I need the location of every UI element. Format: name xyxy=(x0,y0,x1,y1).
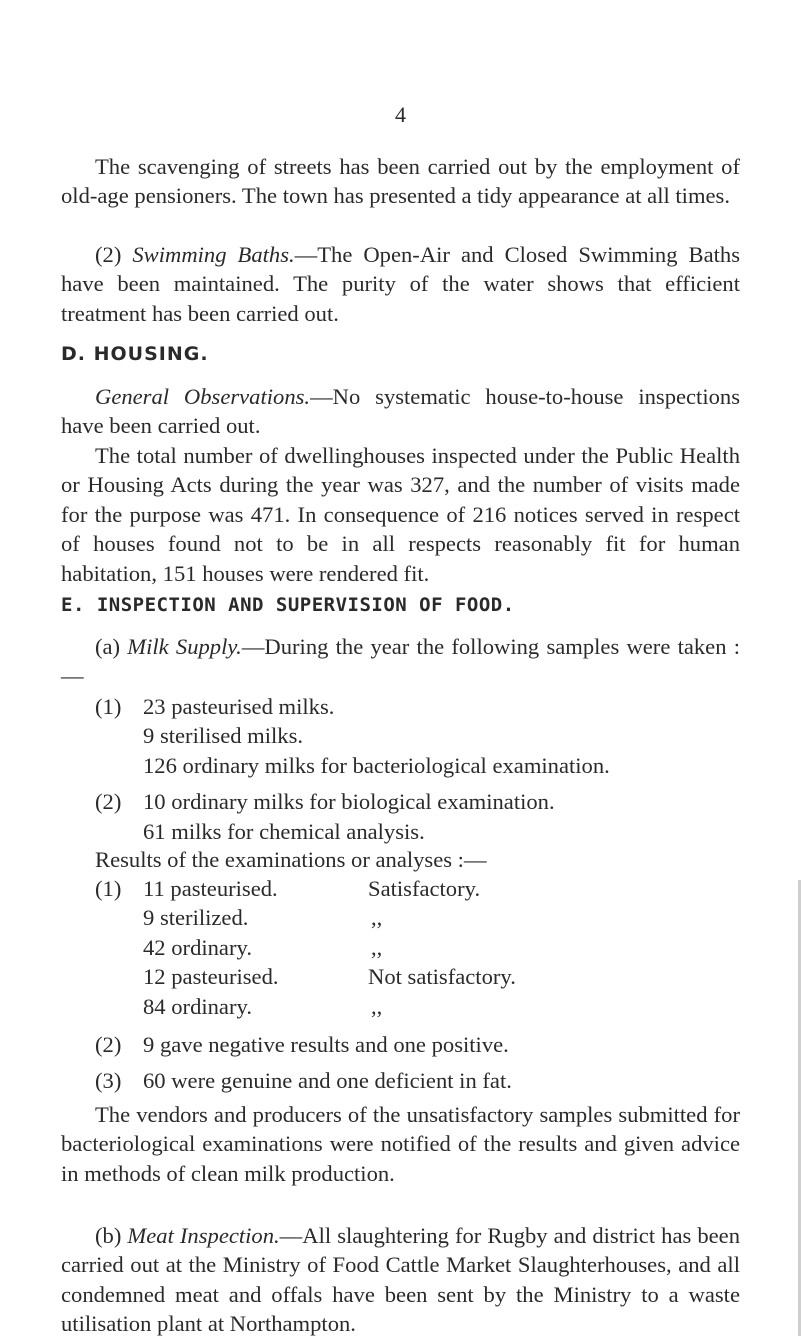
general-observations-text: —No systematic house-to-house inspections have been carried out. xyxy=(61,384,740,439)
scavenging-paragraph xyxy=(61,152,740,211)
list-item xyxy=(61,751,740,780)
result-3 xyxy=(61,1066,740,1095)
result-item: 9 sterilized. xyxy=(143,905,249,931)
paragraph-text: The total number of dwellinghouses inspected under the Public Health or Housing Acts during the year was 327, and the number of visits made for the purpose was 471. In consequence of 216 notices served in respect of houses found not to be in all respects reasonably fit for human habitation, 151 houses were rendered fit. xyxy=(61,443,740,586)
result-row xyxy=(61,933,740,962)
result-status: ,, xyxy=(371,934,383,960)
result-item: 84 ordinary. xyxy=(143,993,252,1019)
paragraph-text: The vendors and producers of the unsatisfactory samples submitted for bacteriological examinations were notified of the results and given advice in methods of clean milk production. xyxy=(61,1102,740,1186)
result-status: Not satisfactory. xyxy=(368,964,516,990)
item-label: (b) xyxy=(95,1223,122,1248)
milk-supply-paragraph xyxy=(61,632,740,691)
milk-supply-title: Milk Supply. xyxy=(127,634,242,659)
item-number: (2) xyxy=(95,1032,122,1057)
meat-inspection-paragraph xyxy=(61,1221,740,1339)
item-text: 9 sterilised milks. xyxy=(143,723,304,749)
item-number: (1) xyxy=(95,694,122,719)
dwellinghouses-paragraph xyxy=(61,441,740,588)
item-text: 61 milks for chemical analysis. xyxy=(143,818,425,844)
list-item xyxy=(61,692,740,721)
result-row xyxy=(61,962,740,991)
result-row xyxy=(61,992,740,1021)
meat-inspection-title: Meat Inspection. xyxy=(127,1223,280,1248)
result-2 xyxy=(61,1030,740,1059)
housing-heading: D. HOUSING. xyxy=(61,343,209,365)
item-text: 10 ordinary milks for biological examination. xyxy=(143,789,555,815)
item-number: (2) xyxy=(95,242,122,267)
item-text: 126 ordinary milks for bacteriological examination. xyxy=(143,752,610,778)
general-observations-paragraph xyxy=(61,382,740,441)
paragraph-text: The scavenging of streets has been carried out by the employment of old-age pensioners. The town has presented a tidy appearance at all times. xyxy=(61,154,740,209)
vendors-paragraph xyxy=(61,1100,740,1188)
samples-list xyxy=(61,692,740,846)
result-row xyxy=(61,874,740,903)
list-item xyxy=(61,787,740,816)
swimming-baths-text: —The Open-Air and Closed Swimming Baths have been maintained. The purity of the water shows that efficient treatment has been carried out. xyxy=(61,242,740,326)
item-number: (3) xyxy=(95,1068,122,1093)
meat-inspection-text: —All slaughtering for Rugby and district has been carried out at the Ministry of Food Cattle Market Slaughterhouses, and all condemned meat and offals have been sent by the Ministry to a waste utilisation plant at Northampton. xyxy=(61,1223,740,1337)
result-item: 11 pasteurised. xyxy=(143,876,278,901)
list-item xyxy=(61,721,740,750)
general-observations-title: General Observations. xyxy=(95,384,311,409)
results-intro: Results of the examinations or analyses :— xyxy=(95,847,487,872)
item-label: (a) xyxy=(95,634,121,659)
result-item: 12 pasteurised. xyxy=(143,964,279,990)
page-number: 4 xyxy=(395,102,406,127)
list-item xyxy=(61,817,740,846)
result-status: ,, xyxy=(371,993,383,1019)
milk-supply-text: —During the year the following samples were taken :— xyxy=(61,634,740,689)
item-text: 60 were genuine and one deficient in fat. xyxy=(143,1068,512,1093)
result-status: Satisfactory. xyxy=(368,876,481,901)
item-text: 23 pasteurised milks. xyxy=(143,694,335,719)
item-number: (2) xyxy=(95,789,122,815)
result-status: ,, xyxy=(371,905,383,931)
result-item: 42 ordinary. xyxy=(143,934,252,960)
item-number: (1) xyxy=(95,876,122,901)
food-heading: E. INSPECTION AND SUPERVISION OF FOOD. xyxy=(61,594,515,616)
item-text: 9 gave negative results and one positive. xyxy=(143,1032,509,1057)
swimming-baths-paragraph xyxy=(61,240,740,328)
swimming-baths-title: Swimming Baths. xyxy=(132,242,295,267)
results-list xyxy=(61,874,740,1021)
result-row xyxy=(61,903,740,932)
